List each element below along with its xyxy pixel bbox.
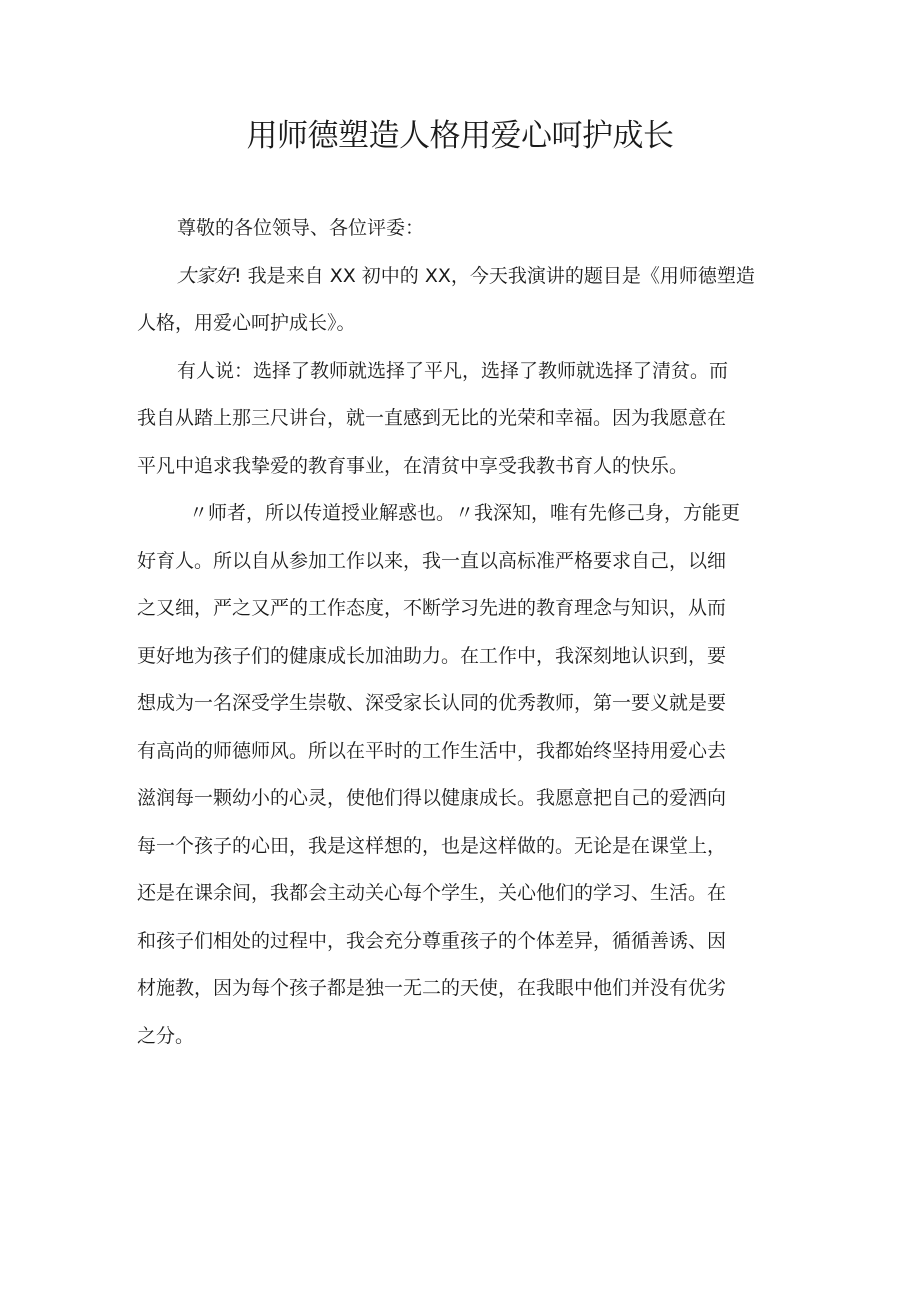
paragraph-line: 滋润每一颗幼小的心灵，使他们得以健康成长。我愿意把自己的爱洒向 (137, 787, 727, 809)
paragraph-line: 好育人。所以自从参加工作以来，我一直以高标准严格要求自己，以细 (137, 549, 727, 572)
paragraph-line: 之又细，严之又严的工作态度，不断学习先进的教育理念与知识，从而 (137, 597, 727, 619)
paragraph-line: 我自从踏上那三尺讲台，就一直感到无比的光荣和幸福。因为我愿意在 (137, 407, 727, 429)
paragraph-line: 之分。 (137, 1024, 195, 1047)
paragraph-line: 想成为一名深受学生崇敬、深受家长认同的优秀教师，第一要义就是要 (137, 692, 727, 714)
document-body (137, 205, 777, 1060)
paragraph-line: 有人说：选择了教师就选择了平凡，选择了教师就选择了清贫。而 (177, 359, 729, 382)
salutation: 尊敬的各位领导、各位评委： (177, 217, 425, 239)
intro-line-1-rest: ! 我是来自 XX 初中的 XX，今天我演讲的题目是《用师德塑造 (234, 264, 755, 287)
paragraph-line: 还是在课余间，我都会主动关心每个学生，关心他们的学习、生活。在 (137, 882, 727, 904)
paragraph-line: 材施教，因为每个孩子都是独一无二的天使，在我眼中他们并没有优劣 (137, 977, 727, 999)
paragraph-line: 和孩子们相处的过程中，我会充分尊重孩子的个体差异，循循善诱、因 (137, 929, 727, 952)
paragraph-line: 平凡中追求我挚爱的教育事业，在清贫中享受我教书育人的快乐。 (137, 454, 689, 477)
paragraph-line: 更好地为孩子们的健康成长加油助力。在工作中，我深刻地认识到，要 (137, 644, 727, 667)
paragraph-line: 有高尚的师德师风。所以在平时的工作生活中，我都始终坚持用爱心去 (137, 739, 727, 762)
document-title: 用师德塑造人格用爱心呵护成长 (246, 118, 674, 154)
greeting: 大家好 (177, 264, 235, 287)
paragraph-line: 〃师者，所以传道授业解惑也。〃我深知，唯有先修己身，方能更 (189, 502, 741, 524)
intro-line-1 (137, 253, 777, 301)
intro-line-2: 人格，用爱心呵护成长》。 (137, 312, 356, 334)
paragraph-line: 每一个孩子的心田，我是这样想的，也是这样做的。无论是在课堂上， (137, 834, 727, 857)
